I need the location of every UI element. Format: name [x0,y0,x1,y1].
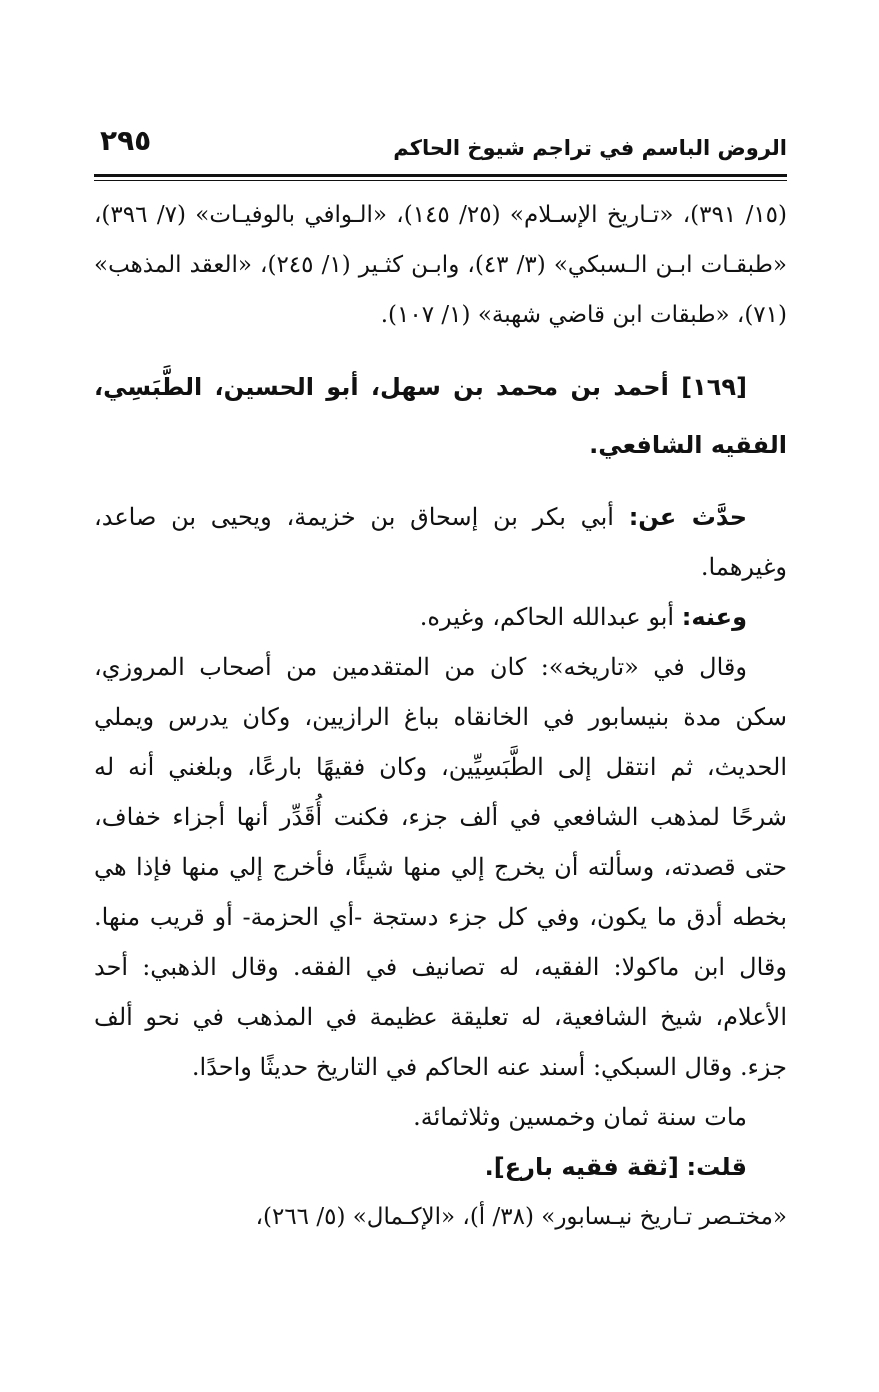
verdict-label: قلت: [686,1153,747,1181]
narrated-by-text: أبو عبدالله الحاكم، وغيره. [419,603,675,631]
death-paragraph: مات سنة ثمان وخمسين وثلاثمائة. [413,1103,747,1131]
entry-heading: [١٦٩] أحمد بن محمد بن سهل، أبو الحسين، الطَّبَسِي، الفقيه الشافعي. [94,373,787,459]
verdict-paragraph [94,1142,787,1192]
narrated-from-paragraph [94,492,787,592]
header-rule-thin [94,180,787,181]
page-number: ٢٩٥ [100,124,152,157]
narrated-from-text: أبي بكر بن إسحاق بن خزيمة، ويحيى بن صاعد، وغيرهما. [94,503,787,581]
narrated-by-label: وعنه: [681,603,747,631]
verdict-text: [ثقة فقيه بارع]. [484,1153,679,1181]
previous-entry-sources: (١٥/ ٣٩١)، «تـاريخ الإسـلام» (٢٥/ ١٤٥)، «الـوافي بالوفيـات» (٧/ ٣٩٦)، «طبقـات ابـن الـسبكي» (٣/ ٤٣)، وابـن كثـير (١/ ٢٤٥)، «العقد المذهب» (٧١)، «طبقات ابن قاضي شهبة» (١/ ١٠٧). [94,202,788,328]
book-title: الروض الباسم في تراجم شيوخ الحاكم [393,136,787,160]
entry-sources: «مختـصر تـاريخ نيـسابور» (٣٨/ أ)، «الإكـمال» (٥/ ٢٦٦)، [255,1204,787,1230]
running-header [94,122,787,170]
narrated-by-paragraph [94,592,787,642]
narrated-from-label: حدَّث عن: [628,503,748,531]
header-rule [94,174,787,177]
page-body [94,190,787,1242]
biography-paragraph: وقال في «تاريخه»: كان من المتقدمين من أصحاب المروزي، سكن مدة بنيسابور في الخانقاه بباغ الرازيين، وكان يدرس ويملي الحديث، ثم انتقل إلى الطَّبَسِيِّين، وكان فقيهًا بارعًا، وبلغني أنه له شرحًا لمذهب الشافعي في ألف جزء، فكنت أُقَدِّر أنها أجزاء خفاف، حتى قصدته، وسألته أن يخرج إلي منها شيئًا، فأخرج إلي منها فإذا هي بخطه أدق ما يكون، وفي كل جزء دستجة -أي الحزمة- أو قريب منها. وقال ابن ماكولا: الفقيه، له تصانيف في الفقه. وقال الذهبي: أحد الأعلام، شيخ الشافعية، له تعليقة عظيمة في المذهب في نحو ألف جزء. وقال السبكي: أسند عنه الحاكم في التاريخ حديثًا واحدًا. [94,653,787,1081]
